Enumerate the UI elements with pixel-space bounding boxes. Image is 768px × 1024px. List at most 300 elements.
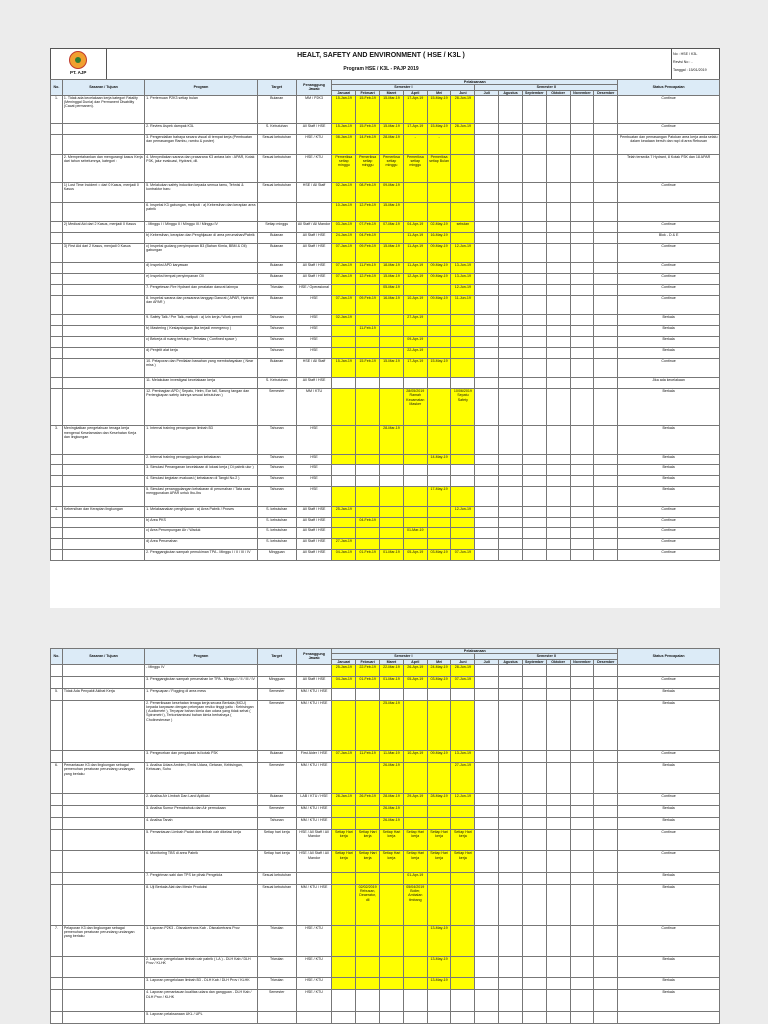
row-month-cell [522, 1011, 546, 1023]
row-month-cell [475, 700, 499, 751]
row-month-cell: 02-May-19 [427, 222, 451, 233]
row-month-cell [594, 528, 618, 539]
row-month-cell: 13-Jun-19 [451, 751, 475, 763]
table-row [51, 956, 720, 978]
row-month-cell: 13-Jun-19 [451, 263, 475, 274]
row-month-cell [356, 817, 380, 829]
row-program: 2. Internal training penanggulangan kebakaran [145, 454, 258, 465]
row-month-cell [522, 315, 546, 326]
row-program: 1. Internal training penanganan limbah B3 [145, 426, 258, 454]
row-month-cell [451, 135, 475, 155]
row-month-cell: 26-Mar-19 [380, 806, 404, 818]
row-month-cell [594, 872, 618, 884]
row-target: Semester [257, 700, 296, 751]
row-month-cell [570, 487, 594, 507]
row-month-cell: 01-Mar-19 [403, 528, 427, 539]
row-month-cell: 05-Apr-19 [403, 676, 427, 688]
company-logo [55, 51, 103, 79]
row-target: Tahunan [257, 487, 296, 507]
row-program: b) Area PKS [145, 517, 258, 528]
table-row [51, 378, 720, 389]
header-month: Januari [332, 659, 356, 664]
row-pic: HSE / All Staff [296, 358, 332, 378]
row-objective [62, 389, 144, 426]
row-month-cell [403, 817, 427, 829]
row-program: 1. Analisa Udara Ambien, Emisi Udara, Getaran, Kebisingan, Kebauan, Suhu [145, 762, 258, 793]
row-pic: HSE / KTU [296, 956, 332, 978]
row-month-cell [475, 1011, 499, 1023]
row-month-cell [522, 872, 546, 884]
row-month-cell [451, 990, 475, 1012]
row-objective [62, 347, 144, 358]
row-month-cell [380, 688, 404, 700]
row-month-cell: 11-Feb-19 [356, 263, 380, 274]
row-program: d) Area Perumahan [145, 539, 258, 550]
row-month-cell [522, 884, 546, 925]
document-page-2 [50, 648, 720, 1024]
row-status: Continue [618, 358, 720, 378]
row-month-cell [332, 700, 356, 751]
row-month-cell [522, 202, 546, 222]
row-status: Berkala [618, 389, 720, 426]
row-month-cell [594, 884, 618, 925]
row-target: Semester [257, 806, 296, 818]
row-month-cell: 27-Jan-19 [332, 539, 356, 550]
row-month-cell [499, 751, 523, 763]
row-month-cell [546, 183, 570, 203]
row-target: Setiap hari kerja [257, 829, 296, 851]
header-month: Oktober [546, 90, 570, 95]
row-month-cell [451, 884, 475, 925]
row-month-cell [332, 326, 356, 337]
row-status: Berkala [618, 956, 720, 978]
row-month-cell [356, 990, 380, 1012]
row-month-cell [380, 454, 404, 465]
row-month-cell [594, 817, 618, 829]
row-month-cell [332, 389, 356, 426]
row-target: Mingguan [257, 676, 296, 688]
row-month-cell [522, 528, 546, 539]
row-month-cell [546, 829, 570, 851]
row-month-cell: 15-Jan-19 [332, 358, 356, 378]
row-month-cell [475, 326, 499, 337]
row-month-cell [594, 454, 618, 465]
row-month-cell [594, 676, 618, 688]
row-month-cell [475, 243, 499, 263]
header-month: Juli [475, 90, 499, 95]
table-row [51, 454, 720, 465]
row-month-cell: 07-Jan-19 [332, 243, 356, 263]
table-row [51, 337, 720, 348]
table-row [51, 154, 720, 182]
row-month-cell [475, 925, 499, 956]
row-month-cell [522, 688, 546, 700]
row-month-cell [499, 326, 523, 337]
row-month-cell [570, 817, 594, 829]
row-objective [62, 700, 144, 751]
row-target: Triwulan [257, 925, 296, 956]
header-month: November [570, 659, 594, 664]
row-month-cell [499, 426, 523, 454]
row-month-cell: 08-Jan-19 [332, 135, 356, 155]
row-month-cell [522, 751, 546, 763]
row-month-cell [427, 426, 451, 454]
row-program: 5. Pemantauan Limbah Padat dan limbah cair dikelasi kerja [145, 829, 258, 851]
row-month-cell: 09-Feb-19 [356, 295, 380, 315]
row-month-cell [427, 528, 451, 539]
row-pic [296, 202, 332, 222]
row-month-cell [451, 476, 475, 487]
row-month-cell [546, 539, 570, 550]
row-month-cell [356, 389, 380, 426]
header-no: No. [51, 80, 63, 96]
row-pic: All Staff / HSE [296, 243, 332, 263]
header-month: September [522, 90, 546, 95]
row-target: Bulanan [257, 274, 296, 285]
row-month-cell [475, 285, 499, 296]
row-month-cell [594, 762, 618, 793]
row-month-cell [570, 751, 594, 763]
row-month-cell [546, 956, 570, 978]
row-month-cell [546, 884, 570, 925]
row-status: Continue [618, 295, 720, 315]
row-objective [62, 378, 144, 389]
table-row [51, 872, 720, 884]
row-program: 1. Laporan P2K3 - Disnakertrans Kab - Disnakertrans Prov [145, 925, 258, 956]
row-month-cell: Setiap Hari kerja [380, 829, 404, 851]
row-month-cell: 04-Apr-19 [403, 222, 427, 233]
row-program: b) Mastering ( Kesiapsiagaan jika terjadi emergency ) [145, 326, 258, 337]
row-status: Berkala [618, 337, 720, 348]
row-month-cell [570, 337, 594, 348]
row-target: Semester [257, 990, 296, 1012]
row-month-cell: 11-Mar-19 [380, 751, 404, 763]
row-month-cell: 28-Jun-19 [451, 95, 475, 123]
row-status: Continue [618, 751, 720, 763]
row-month-cell: 17-Apr-19 [403, 358, 427, 378]
row-program: c) Bekerja di ruang tertutup / Terbatas ( Confined space ) [145, 337, 258, 348]
row-month-cell [522, 95, 546, 123]
row-month-cell [522, 539, 546, 550]
row-target: Tahunan [257, 465, 296, 476]
row-month-cell [332, 337, 356, 348]
row-month-cell [570, 549, 594, 560]
row-month-cell [380, 872, 404, 884]
row-program: 7. Pengetesan Fire Hydrant dan peralatan darurat lainnya [145, 285, 258, 296]
row-month-cell: 28-May-19 [427, 794, 451, 806]
header-target: Target [257, 649, 296, 665]
row-program: 2. Pemeriksaan kesehatan tenaga kerja secara Berkala (MCU) kepada karyawan dengan pekerjaan resiko tinggi yaitu : Kebisingan ( Audiometri ), Terpapar bahan kimia dan udara yang tidak sehat ( Spirometri ), Terkontaminasi bahan kimia berbahaya ( Cholinesterase ) [145, 700, 258, 751]
header-implementation: Pelaksanaan [332, 649, 618, 654]
table-row [51, 222, 720, 233]
row-number [51, 517, 63, 528]
row-month-cell: 01-Feb-19 [356, 676, 380, 688]
row-pic: HSE [296, 295, 332, 315]
row-month-cell [403, 476, 427, 487]
row-month-cell [499, 389, 523, 426]
row-number [51, 222, 63, 233]
row-month-cell [499, 487, 523, 507]
row-month-cell [570, 124, 594, 135]
row-month-cell [546, 506, 570, 517]
header-month: Oktober [546, 659, 570, 664]
row-target: Tahunan [257, 454, 296, 465]
row-month-cell: 07-Mar-19 [380, 222, 404, 233]
row-month-cell: 28/05/2019 Ramah Kecamatan Masker [403, 389, 427, 426]
row-month-cell: 02-Jan-19 [332, 183, 356, 203]
row-month-cell [570, 243, 594, 263]
row-pic: All Staff / HSE [296, 549, 332, 560]
row-month-cell: 07-Jan-19 [332, 751, 356, 763]
row-number [51, 465, 63, 476]
row-month-cell: 25-Jan-19 [332, 506, 356, 517]
row-month-cell [475, 539, 499, 550]
table-row [51, 817, 720, 829]
row-month-cell [594, 465, 618, 476]
row-number: 3. [51, 426, 63, 454]
row-program: c) Area Perumpungan Air / Waduk [145, 528, 258, 539]
row-month-cell [380, 884, 404, 925]
row-pic: All Staff / HSE [296, 378, 332, 389]
row-target: Bulanan [257, 233, 296, 244]
row-month-cell [475, 222, 499, 233]
row-month-cell [332, 517, 356, 528]
row-month-cell [427, 389, 451, 426]
row-month-cell [546, 817, 570, 829]
row-month-cell [332, 884, 356, 925]
row-objective [62, 751, 144, 763]
row-objective [62, 315, 144, 326]
row-number [51, 884, 63, 925]
row-number: 6. [51, 762, 63, 793]
row-target: Sesuai kebutuhan [257, 154, 296, 182]
row-month-cell: 15-Mar-19 [380, 124, 404, 135]
row-month-cell [570, 1011, 594, 1023]
row-month-cell [499, 872, 523, 884]
document-subtitle: Program HSE / K3L - PAJP 2019 [343, 66, 419, 72]
table-row [51, 676, 720, 688]
row-month-cell [546, 751, 570, 763]
row-month-cell [594, 337, 618, 348]
row-month-cell [522, 389, 546, 426]
row-month-cell [380, 978, 404, 990]
row-month-cell [475, 183, 499, 203]
row-month-cell [570, 829, 594, 851]
row-month-cell: 15-Mar-19 [380, 274, 404, 285]
row-month-cell [475, 389, 499, 426]
row-objective [62, 664, 144, 676]
row-month-cell [499, 337, 523, 348]
row-number [51, 135, 63, 155]
row-number [51, 794, 63, 806]
row-target: Sesuai kebutuhan [257, 872, 296, 884]
table-row [51, 465, 720, 476]
row-month-cell [546, 700, 570, 751]
row-month-cell [570, 315, 594, 326]
table-row [51, 506, 720, 517]
row-month-cell [546, 295, 570, 315]
row-objective [62, 295, 144, 315]
row-month-cell [403, 990, 427, 1012]
row-pic: HSE / All Staff / All Mandor [296, 851, 332, 873]
row-month-cell [522, 263, 546, 274]
row-month-cell [499, 183, 523, 203]
row-pic: HSE [296, 337, 332, 348]
row-month-cell [403, 426, 427, 454]
document-number: No : HSE / K3L [673, 52, 698, 56]
document-info [673, 50, 721, 74]
row-month-cell [594, 506, 618, 517]
row-month-cell [570, 676, 594, 688]
document-date: Tanggal : 15/01/2019 [673, 68, 707, 72]
row-month-cell: 15-Jan-19 [332, 95, 356, 123]
header-pic: Penanggung Jawab [296, 649, 332, 665]
row-month-cell [403, 487, 427, 507]
row-number [51, 539, 63, 550]
row-pic: HSE [296, 476, 332, 487]
row-month-cell: 15-Mar-19 [380, 358, 404, 378]
row-month-cell [546, 794, 570, 806]
row-target: Semester [257, 688, 296, 700]
header-month: April [403, 659, 427, 664]
row-month-cell [332, 285, 356, 296]
row-program: e) Inspeksi tempat penyimpanan Oli [145, 274, 258, 285]
row-month-cell [522, 762, 546, 793]
row-number [51, 315, 63, 326]
row-month-cell [594, 990, 618, 1012]
row-month-cell [546, 851, 570, 873]
row-month-cell [570, 274, 594, 285]
row-target: Tahunan [257, 347, 296, 358]
row-month-cell [546, 222, 570, 233]
table-row [51, 528, 720, 539]
row-month-cell: 28-Jun-19 [451, 124, 475, 135]
row-status: Berkala [618, 817, 720, 829]
row-target: S. Kebutuhan [257, 378, 296, 389]
row-number [51, 806, 63, 818]
row-month-cell: 10-Apr-19 [403, 295, 427, 315]
row-number [51, 476, 63, 487]
row-month-cell [356, 806, 380, 818]
row-month-cell [475, 751, 499, 763]
row-month-cell [522, 806, 546, 818]
row-target: S. kebutuhan [257, 528, 296, 539]
table-row [51, 389, 720, 426]
row-month-cell [451, 426, 475, 454]
row-month-cell: 26-Apr-19 [403, 664, 427, 676]
row-month-cell [451, 465, 475, 476]
row-number [51, 487, 63, 507]
header-month: September [522, 659, 546, 664]
row-month-cell [475, 263, 499, 274]
row-month-cell [499, 263, 523, 274]
row-month-cell [475, 274, 499, 285]
row-month-cell: 15-May-19 [427, 358, 451, 378]
row-month-cell [594, 925, 618, 956]
row-month-cell [499, 990, 523, 1012]
row-month-cell [499, 884, 523, 925]
row-month-cell [522, 135, 546, 155]
row-status: Berkala [618, 326, 720, 337]
row-month-cell: Setiap Hari kerja [356, 851, 380, 873]
row-month-cell: 12-Apr-19 [403, 274, 427, 285]
row-target: Tahunan [257, 337, 296, 348]
row-month-cell [451, 1011, 475, 1023]
row-month-cell [356, 426, 380, 454]
row-month-cell [475, 884, 499, 925]
row-month-cell [403, 326, 427, 337]
row-objective [62, 358, 144, 378]
row-month-cell [570, 233, 594, 244]
row-month-cell [594, 202, 618, 222]
table-row [51, 274, 720, 285]
row-month-cell [356, 378, 380, 389]
row-month-cell: 02-Jan-19 [332, 315, 356, 326]
row-status: Berkala [618, 990, 720, 1012]
row-month-cell [403, 285, 427, 296]
row-month-cell [356, 956, 380, 978]
row-month-cell [475, 990, 499, 1012]
row-objective: Pelaporan K3 dan lingkungan sebagai pemenuhan peraturan perundang undangan yang berlaku [62, 925, 144, 956]
row-month-cell [332, 978, 356, 990]
row-month-cell: 07-Jan-19 [332, 295, 356, 315]
row-month-cell [522, 233, 546, 244]
row-target [257, 664, 296, 676]
header-month: Mei [427, 90, 451, 95]
row-month-cell [356, 762, 380, 793]
row-month-cell: Pemeriksa setiap minggu [380, 154, 404, 182]
row-month-cell [380, 465, 404, 476]
row-month-cell: 28-Mar-19 [380, 794, 404, 806]
row-month-cell [594, 517, 618, 528]
row-month-cell [475, 135, 499, 155]
header-month: Desember [594, 90, 618, 95]
row-status: Berkala [618, 806, 720, 818]
row-month-cell [451, 872, 475, 884]
row-month-cell: Setiap Hari kerja [380, 851, 404, 873]
row-month-cell [546, 315, 570, 326]
table-row [51, 243, 720, 263]
row-month-cell [403, 454, 427, 465]
row-month-cell [594, 549, 618, 560]
row-month-cell [475, 978, 499, 990]
row-objective [62, 817, 144, 829]
document-page-1 [50, 48, 720, 608]
row-month-cell: Pemeriksa setiap minggu [332, 154, 356, 182]
table-row [51, 539, 720, 550]
row-status: Berkala [618, 762, 720, 793]
row-month-cell [475, 817, 499, 829]
row-month-cell [403, 378, 427, 389]
row-month-cell: 13-May-19 [427, 978, 451, 990]
table-row [51, 135, 720, 155]
row-program: 9. Safety Talk / Pre Talk, meliputi : a) Izin kerja / Work permit [145, 315, 258, 326]
row-objective [62, 465, 144, 476]
row-month-cell [475, 549, 499, 560]
table-row [51, 487, 720, 507]
row-month-cell [356, 506, 380, 517]
row-month-cell [570, 389, 594, 426]
row-objective [62, 829, 144, 851]
row-month-cell [356, 688, 380, 700]
row-month-cell [499, 700, 523, 751]
row-month-cell [546, 990, 570, 1012]
row-month-cell [332, 762, 356, 793]
row-month-cell [499, 347, 523, 358]
row-month-cell [475, 829, 499, 851]
row-month-cell: 07-Jan-19 [332, 274, 356, 285]
row-month-cell: 15-Mar-19 [380, 243, 404, 263]
